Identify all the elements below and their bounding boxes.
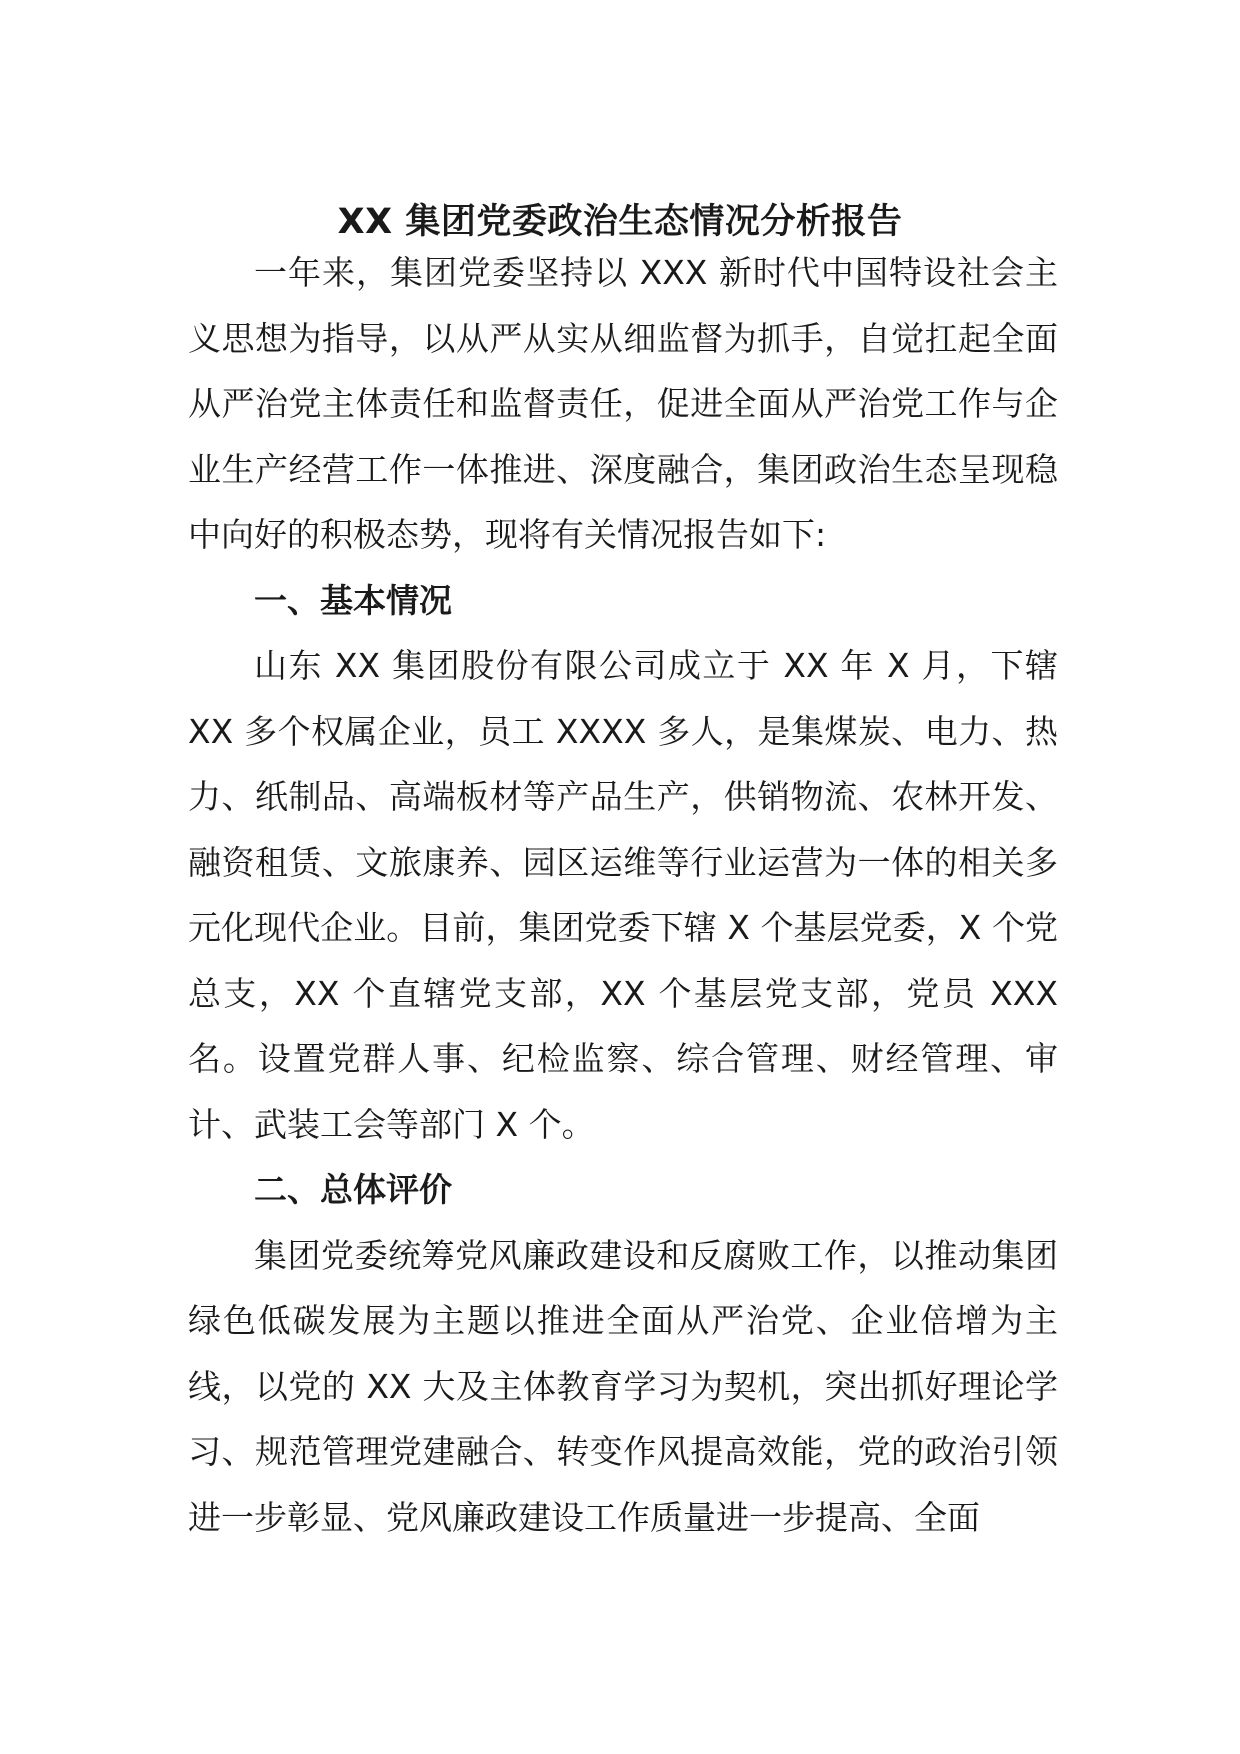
document-body [188,240,1058,1550]
section-heading-basic-situation: 一、基本情况 [254,580,452,620]
overall-evaluation-paragraph: 集团党委统筹党风廉政建设和反腐败工作，以推动集团绿色低碳发展为主题以推进全面从严治党、企业倍增为主线，以党的 XX 大及主体教育学习为契机，突出抓好理论学习、规范管理党建融合、转变作风提高效能，党的政治引领进一步彰显、党风廉政建设工作质量进一步提高、全面 [188,1235,1058,1537]
section-heading-overall-evaluation: 二、总体评价 [254,1170,452,1209]
document-title: XX 集团党委政治生态情况分析报告 [337,202,903,243]
basic-situation-paragraph: 山东 XX 集团股份有限公司成立于 XX 年 X 月，下辖 XX 多个权属企业，员工 XXXX 多人，是集煤炭、电力、热力、纸制品、高端板材等产品生产，供销物流、农林开发、融资租赁、文旅康养、园区运维等行业运营为一体的相关多元化现代企业。目前，集团党委下辖 X 个基层党委，X 个党总支，XX 个直辖党支部，XX 个基层党支部，党员 XXX 名。设置党群人事、纪检监察、综合管理、财经管理、审计、武装工会等部门 X 个。 [188,646,1058,1144]
intro-paragraph: 一年来，集团党委坚持以 XXX 新时代中国特设社会主义思想为指导，以从严从实从细监督为抓手，自觉扛起全面从严治党主体责任和监督责任，促进全面从严治党工作与企业生产经营工作一体推进、深度融合，集团政治生态呈现稳中向好的积极态势，现将有关情况报告如下: [188,253,1058,554]
